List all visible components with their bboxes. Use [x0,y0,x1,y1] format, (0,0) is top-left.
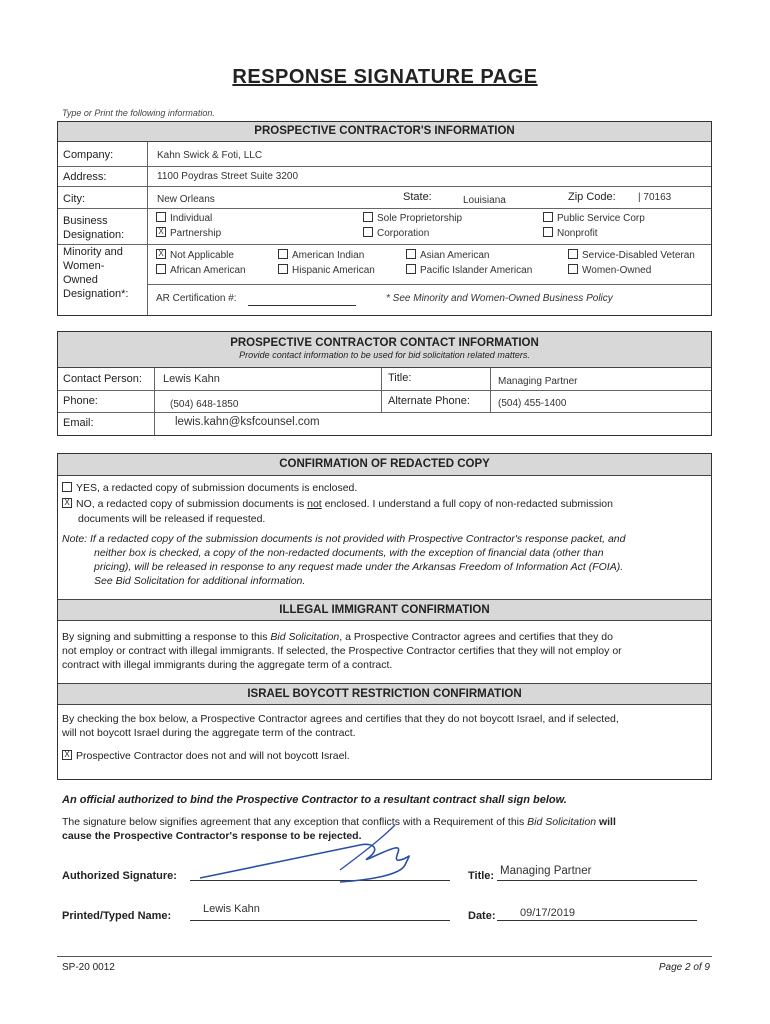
date-field[interactable]: 09/17/2019 [520,907,576,919]
checkbox[interactable] [156,212,166,222]
alternate-phone-field[interactable]: (504) 455-1400 [498,398,567,409]
option-nonprofit[interactable]: Nonprofit [543,228,598,239]
instruction-text: Type or Print the following information. [62,108,215,118]
signature-title-field[interactable]: Managing Partner [500,865,592,877]
phone-field[interactable]: (504) 648-1850 [170,399,239,410]
title-label: Title: [388,372,412,384]
option-african-american[interactable]: African American [156,265,246,276]
option-service-disabled-veteran[interactable]: Service-Disabled Veteran [568,250,695,261]
state-label: State: [403,191,432,203]
option-asian-american[interactable]: Asian American [406,250,489,261]
checkbox[interactable] [62,482,72,492]
email-field[interactable]: lewis.kahn@ksfcounsel.com [175,416,320,428]
form-id: SP-20 0012 [62,962,115,973]
ar-certification-label: AR Certification #: [156,293,237,304]
contact-info-section [57,331,712,436]
handwritten-signature [190,820,430,890]
redacted-note: Note: If a redacted copy of the submission documents is not provided with Prospective Contractor's response packet, and neither box is checked, a copy of the non-redacted documents, with the exception of financial data (other than pricing), will be released in response to any request made under the Arkansas Freedom of Information Act (FOIA). See Bid Solicitation for additional information. [62,533,626,587]
option-american-indian[interactable]: American Indian [278,250,364,261]
checkbox[interactable] [363,212,373,222]
checkbox-checked[interactable]: X [156,249,166,259]
city-field[interactable]: New Orleans [157,194,215,205]
signature-heading: An official authorized to bind the Prospective Contractor to a resultant contract shall sign below. [62,794,567,806]
option-public-service-corp[interactable]: Public Service Corp [543,213,645,224]
signature-title-line [497,880,697,881]
option-pacific-islander-american[interactable]: Pacific Islander American [406,265,532,276]
checkbox[interactable] [278,264,288,274]
checkbox[interactable] [406,249,416,259]
checkbox[interactable] [543,227,553,237]
checkbox[interactable] [156,264,166,274]
illegal-immigrant-text: By signing and submitting a response to this Bid Solicitation, a Prospective Contractor agrees and certifies that they do not employ or contract with illegal immigrants. If selected, the Prospective Contractor certifies that they will not employ or contract with illegal immigrants during the aggregate term of a contract. [62,631,622,671]
address-field[interactable]: 1100 Poydras Street Suite 3200 [157,171,299,182]
redacted-no-option-cont: documents will be released if requested. [78,513,266,525]
redacted-no-option[interactable]: X NO, a redacted copy of submission documents is not enclosed. I understand a full copy of non-redacted submission [62,497,613,511]
checkbox[interactable] [278,249,288,259]
company-field[interactable]: Kahn Swick & Foti, LLC [157,150,263,161]
date-label: Date: [468,910,496,922]
checkbox[interactable] [363,227,373,237]
date-line [497,920,697,921]
redacted-copy-header: CONFIRMATION OF REDACTED COPY [58,454,711,476]
zip-field[interactable]: | 70163 [638,192,672,203]
option-hispanic-american[interactable]: Hispanic American [278,265,375,276]
footer-divider [57,956,712,957]
zip-value: 70163 [643,192,672,203]
business-designation-label: Business Designation: [63,215,125,241]
checkbox[interactable] [406,264,416,274]
authorized-signature-label: Authorized Signature: [62,870,177,882]
signature-title-label: Title: [468,870,495,882]
option-not-applicable[interactable]: X Not Applicable [156,250,234,261]
option-partnership[interactable]: X Partnership [156,228,221,239]
checkbox[interactable] [543,212,553,222]
title-field[interactable]: Managing Partner [498,376,578,387]
contact-person-field[interactable]: Lewis Kahn [163,373,220,385]
checkbox-checked[interactable]: X [156,227,166,237]
page-title: RESPONSE SIGNATURE PAGE [232,66,538,88]
redacted-yes-option[interactable]: YES, a redacted copy of submission documents is enclosed. [62,481,357,495]
company-label: Company: [63,149,114,161]
printed-name-label: Printed/Typed Name: [62,910,172,922]
israel-boycott-option[interactable]: X Prospective Contractor does not and will not boycott Israel. [62,749,350,763]
contractor-info-section [57,121,712,316]
contact-person-label: Contact Person: [63,373,142,385]
alternate-phone-label: Alternate Phone: [388,395,470,407]
phone-label: Phone: [63,395,98,407]
zip-label: Zip Code: [568,191,616,203]
checkbox-checked[interactable]: X [62,498,72,508]
city-label: City: [63,193,85,205]
contractor-info-header: PROSPECTIVE CONTRACTOR'S INFORMATION [58,122,711,142]
printed-name-field[interactable]: Lewis Kahn [203,903,260,915]
option-women-owned[interactable]: Women-Owned [568,265,651,276]
email-label: Email: [63,417,94,429]
checkbox[interactable] [568,264,578,274]
signature-agreement-text: The signature below signifies agreement that any exception that conflicts with a Requirement of this Bid Solicitation will cause the Prospective Contractor's response to be rejected. [62,816,616,842]
minority-policy-note: * See Minority and Women-Owned Business Policy [386,293,613,304]
contact-info-header: PROSPECTIVE CONTRACTOR CONTACT INFORMATION Provide contact information to be used for bid solicitation related matters. [58,332,711,368]
ar-certification-input[interactable] [248,305,356,306]
option-sole-proprietorship[interactable]: Sole Proprietorship [363,213,462,224]
state-field[interactable]: Louisiana [463,195,506,206]
option-individual[interactable]: Individual [156,213,212,224]
minority-designation-label: Minority and Women- Owned Designation*: [63,246,129,300]
illegal-immigrant-header: ILLEGAL IMMIGRANT CONFIRMATION [58,599,711,621]
page-number: Page 2 of 9 [658,962,710,973]
confirmation-section [57,453,712,780]
israel-boycott-header: ISRAEL BOYCOTT RESTRICTION CONFIRMATION [58,683,711,705]
checkbox[interactable] [568,249,578,259]
option-corporation[interactable]: Corporation [363,228,429,239]
checkbox-checked[interactable]: X [62,750,72,760]
address-label: Address: [63,171,107,183]
israel-boycott-text: By checking the box below, a Prospective Contractor agrees and certifies that they do not boycott Israel, and if selected, will not boycott Israel during the aggregate term of the contract. [62,713,619,739]
printed-name-line [190,920,450,921]
